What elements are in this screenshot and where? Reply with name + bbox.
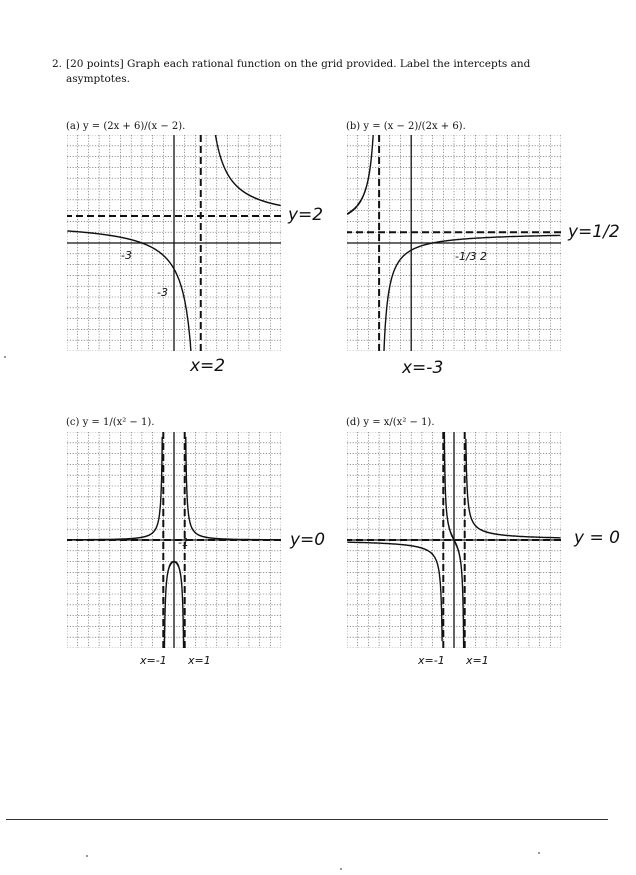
problem-text: [20 points] Graph each rational function on the grid provided. Label the intercepts and asymptotes. xyxy=(66,58,531,85)
label-b-x-intercept: 2 xyxy=(480,250,487,263)
label-b-v-asymptote: x=-3 xyxy=(402,358,444,378)
problem-number: 2. xyxy=(52,58,63,70)
label-b-y-intercept: -1/3 xyxy=(455,250,477,263)
speck xyxy=(4,356,6,358)
label-d-v-asymptote-left: x=-1 xyxy=(418,654,445,667)
label-a-v-asymptote: x=2 xyxy=(190,356,226,376)
graph-b xyxy=(347,135,561,351)
graph-c xyxy=(67,432,281,648)
graph-a xyxy=(67,135,281,351)
caption-d: (d) y = x/(x² − 1). xyxy=(346,417,435,428)
speck xyxy=(340,868,342,870)
label-b-h-asymptote: y=1/2 xyxy=(568,222,620,242)
label-c-v-asymptote-left: x=-1 xyxy=(140,654,167,667)
page-rule xyxy=(6,819,608,820)
caption-c: (c) y = 1/(x² − 1). xyxy=(66,417,155,428)
graph-d xyxy=(347,432,561,648)
label-c-y-intercept: -1 xyxy=(178,536,189,549)
caption-a: (a) y = (2x + 6)/(x − 2). xyxy=(66,121,186,132)
label-a-x-intercept: -3 xyxy=(121,249,132,262)
label-d-v-asymptote-right: x=1 xyxy=(466,654,489,667)
function-curve xyxy=(347,135,373,214)
label-c-h-asymptote: y=0 xyxy=(290,530,326,550)
label-d-h-asymptote: y = 0 xyxy=(574,528,620,548)
label-a-h-asymptote: y=2 xyxy=(288,205,324,225)
label-a-y-intercept: -3 xyxy=(157,286,168,299)
function-curve xyxy=(186,437,281,540)
speck xyxy=(86,855,88,857)
label-c-v-asymptote-right: x=1 xyxy=(188,654,211,667)
speck xyxy=(538,852,540,854)
function-curve xyxy=(67,437,162,540)
caption-b: (b) y = (x − 2)/(2x + 6). xyxy=(346,121,466,132)
